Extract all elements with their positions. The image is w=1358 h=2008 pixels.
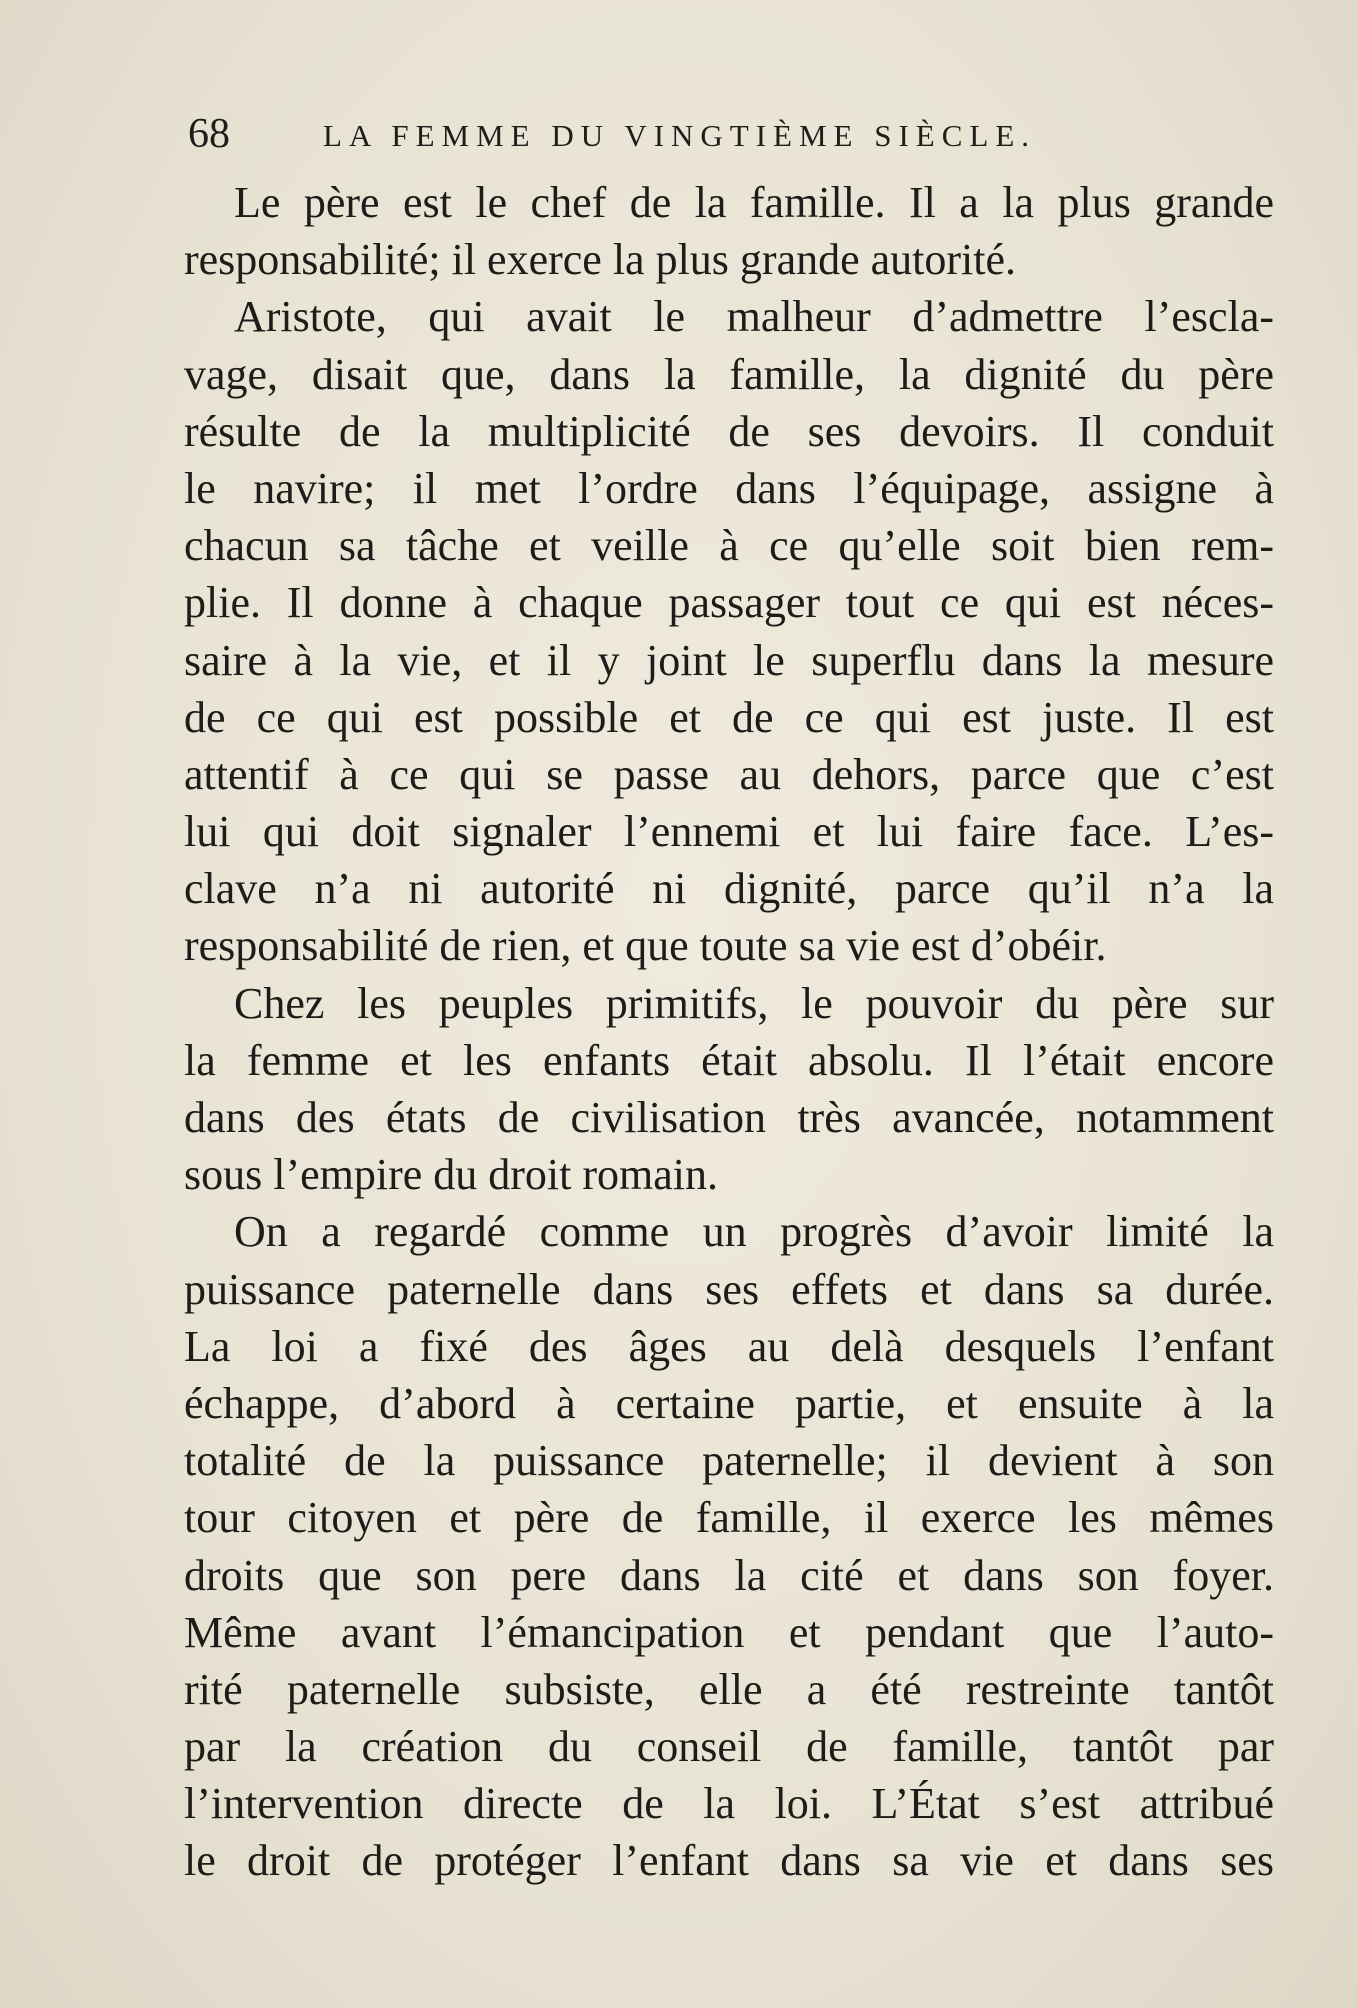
paragraph-1-line-1: Le père est le chef de la famille. Il a la plus grande (234, 178, 1274, 227)
paragraph-2-line-6: plie. Il donne à chaque passager tout ce qui est néces- (184, 578, 1274, 628)
paragraph-2-line-9: attentif à ce qui se passe au dehors, parce que c’est (184, 749, 1274, 799)
paragraph-4-line-6: tour citoyen et père de famille, il exerce les mêmes (184, 1493, 1274, 1543)
paragraph-2-line-11: clave n’a ni autorité ni dignité, parce qu’il n’a la (184, 864, 1274, 914)
paragraph-2-line-12: responsabilité de rien, et que toute sa vie est d’obéir. (184, 921, 1107, 971)
paragraph-4-line-9: rité paternelle subsiste, elle a été restreinte tantôt (184, 1664, 1274, 1714)
paragraph-3-line-4: sous l’empire du droit romain. (184, 1150, 719, 1200)
paragraph-3-line-1: Chez les peuples primitifs, le pouvoir du père sur (234, 978, 1274, 1028)
paragraph-2-line-5: chacun sa tâche et veille à ce qu’elle soit bien rem- (184, 521, 1274, 571)
paragraph-4-line-12: le droit de protéger l’enfant dans sa vie et dans ses (184, 1836, 1274, 1886)
paragraph-4-line-1: On a regardé comme un progrès d’avoir limité la (234, 1207, 1274, 1257)
paragraph-4-line-10: par la création du conseil de famille, tantôt par (184, 1722, 1274, 1772)
page-header (188, 104, 1188, 164)
paragraph-3-line-2: la femme et les enfants était absolu. Il l’était encore (184, 1035, 1274, 1085)
paragraph-4-line-2: puissance paternelle dans ses effets et dans sa durée. (184, 1264, 1274, 1314)
paragraph-2-line-1: Aristote, qui avait le malheur d’admettre l’escla- (234, 292, 1274, 342)
paragraph-1-line-2: responsabilité; il exerce la plus grande autorité. (184, 235, 1017, 285)
paragraph-2-line-8: de ce qui est possible et de ce qui est juste. Il est (184, 692, 1274, 742)
paragraph-2-line-7: saire à la vie, et il y joint le superflu dans la mesure (184, 635, 1274, 685)
paragraph-2-line-2: vage, disait que, dans la famille, la dignité du père (184, 349, 1274, 399)
paragraph-3-line-3: dans des états de civilisation très avancée, notamment (184, 1093, 1274, 1142)
paragraph-2-line-3: résulte de la multiplicité de ses devoirs. Il conduit (184, 406, 1274, 456)
page-number: 68 (188, 111, 230, 157)
paragraph-4-line-7: droits que son pere dans la cité et dans son foyer. (184, 1550, 1274, 1600)
paragraph-4-line-11: l’intervention directe de la loi. L’État s’est attribué (184, 1779, 1274, 1829)
paragraph-4-line-3: La loi a fixé des âges au delà desquels l’enfant (184, 1321, 1274, 1371)
body-text (184, 174, 1274, 1890)
paragraph-2-line-4: le navire; il met l’ordre dans l’équipage, assigne à (184, 463, 1274, 513)
paragraph-4-line-5: totalité de la puissance paternelle; il devient à son (184, 1436, 1274, 1486)
running-title: LA FEMME DU VINGTIÈME SIÈCLE. (323, 118, 1037, 153)
paragraph-4-line-4: échappe, d’abord à certaine partie, et ensuite à la (184, 1378, 1274, 1428)
paragraph-4-line-8: Même avant l’émancipation et pendant que l’auto- (184, 1607, 1274, 1657)
paragraph-2-line-10: lui qui doit signaler l’ennemi et lui faire face. L’es- (184, 807, 1274, 857)
